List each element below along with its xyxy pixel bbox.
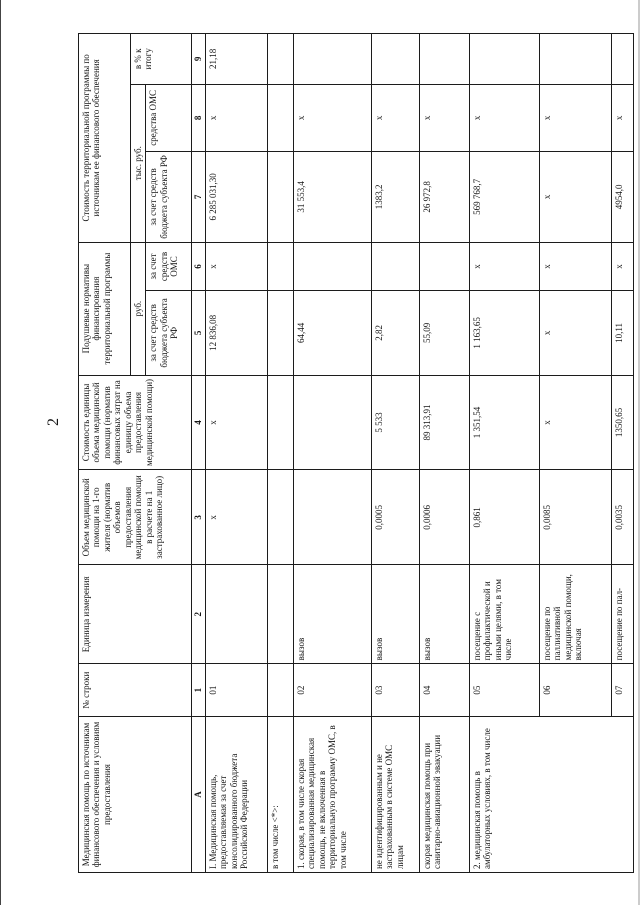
row-number: 06 <box>539 664 611 717</box>
row-unit-cost: 89 313,91 <box>419 375 469 470</box>
row-oms-cost <box>267 84 293 151</box>
page-number: 2 <box>45 418 62 426</box>
row-oms-per-capita <box>371 242 419 291</box>
row-unit-cost <box>267 375 293 470</box>
header-oms-per-capita: за счет средств ОМС <box>146 242 192 291</box>
header-oms-cost: средства ОМС <box>146 84 192 151</box>
row-label: I. Медицинская помощь, предоставляемая за счет консолидированного бюджета Российской Федерации <box>205 717 267 873</box>
row-label: в том числе <*>: <box>267 717 293 873</box>
row-number: 01 <box>205 664 267 717</box>
row-budget-per-capita <box>267 291 293 375</box>
index-cell: 8 <box>192 84 205 151</box>
table-row <box>267 34 293 873</box>
header-per-capita: Подушевые нормативы финансирования территориальной программы <box>79 242 131 375</box>
row-percent <box>267 34 293 85</box>
row-volume: 0,0006 <box>419 470 469 565</box>
row-percent <box>293 34 371 85</box>
row-percent <box>469 34 539 85</box>
header-source: Медицинская помощь по источникам финансового обеспечения и условиям предоставления <box>79 717 192 873</box>
row-budget-per-capita: 12 836,08 <box>205 291 267 375</box>
table-row <box>469 34 539 873</box>
row-budget-per-capita: 1 163,65 <box>469 291 539 375</box>
row-unit: вызов <box>419 565 469 664</box>
row-number: 07 <box>611 664 633 717</box>
header-budget-per-capita: за счет средств бюджета субъекта РФ <box>146 291 192 375</box>
row-volume: 0,0005 <box>371 470 419 565</box>
row-volume: х <box>205 470 267 565</box>
row-label: 2. медицинская помощь в амбулаторных условиях, в том числе <box>469 717 633 873</box>
header-unit-rub: руб. <box>131 242 146 375</box>
table-row <box>293 34 371 873</box>
row-unit <box>267 565 293 664</box>
row-budget-cost: 569 768,7 <box>469 152 539 243</box>
index-cell: 7 <box>192 152 205 243</box>
row-budget-cost: х <box>539 152 611 243</box>
row-oms-per-capita <box>419 242 469 291</box>
row-budget-cost: 6 285 031,30 <box>205 152 267 243</box>
row-unit <box>205 565 267 664</box>
header-program-cost: Стоимость территориальной программы по источникам ее финансового обеспечения <box>79 34 131 243</box>
row-oms-per-capita: х <box>611 242 633 291</box>
row-volume <box>267 470 293 565</box>
row-volume: 0,0035 <box>611 470 633 565</box>
row-budget-per-capita: 55,09 <box>419 291 469 375</box>
row-budget-per-capita: 2,82 <box>371 291 419 375</box>
row-oms-cost: х <box>371 84 419 151</box>
header-row-number: № строки <box>79 664 192 717</box>
header-volume: Объем медицинской помощи на 1-го жителя (норматив объемов предоставления медицинской помощи в расчете на 1 застрахованное лицо) <box>79 470 192 565</box>
row-oms-per-capita: х <box>469 242 539 291</box>
index-cell: 3 <box>192 470 205 565</box>
row-unit: посещение по пал- <box>611 565 633 664</box>
row-unit-cost: х <box>205 375 267 470</box>
index-cell: 2 <box>192 565 205 664</box>
header-budget-cost: за счет средств бюджета субъекта РФ <box>146 152 192 243</box>
row-number: 02 <box>293 664 371 717</box>
row-volume: 0,0085 <box>539 470 611 565</box>
row-percent <box>419 34 469 85</box>
row-number: 04 <box>419 664 469 717</box>
row-unit-cost <box>293 375 371 470</box>
row-label: скорая медицинская помощь при санитарно-авиационной эвакуации <box>419 717 469 873</box>
row-unit: вызов <box>293 565 371 664</box>
header-unit-thousand-rub: тыс. руб. <box>131 84 146 242</box>
column-index-row <box>192 34 205 873</box>
row-number: 05 <box>469 664 539 717</box>
row-oms-per-capita <box>267 242 293 291</box>
row-oms-cost: х <box>469 84 539 151</box>
row-percent <box>611 34 633 85</box>
row-budget-per-capita: 10,11 <box>611 291 633 375</box>
row-oms-cost: х <box>205 84 267 151</box>
row-unit-cost: 1350,65 <box>611 375 633 470</box>
row-unit: вызов <box>371 565 419 664</box>
row-number <box>267 664 293 717</box>
index-cell: 4 <box>192 375 205 470</box>
row-budget-cost: 31 553,4 <box>293 152 371 243</box>
table-row <box>205 34 267 873</box>
row-number: 03 <box>371 664 419 717</box>
row-unit-cost: х <box>539 375 611 470</box>
table-row <box>371 34 419 873</box>
index-cell: 1 <box>192 664 205 717</box>
row-volume <box>293 470 371 565</box>
row-label: не идентифицированным и не застрахованным в системе ОМС лицам <box>371 717 419 873</box>
header-percent: в % к итогу <box>131 34 192 85</box>
row-unit: посещение по паллиативной медицинской помощи, включая <box>539 565 611 664</box>
row-budget-per-capita: х <box>539 291 611 375</box>
program-cost-table <box>78 33 634 873</box>
row-budget-cost <box>267 152 293 243</box>
row-budget-cost: 4954,0 <box>611 152 633 243</box>
row-percent <box>371 34 419 85</box>
index-cell: 6 <box>192 242 205 291</box>
row-percent <box>539 34 611 85</box>
row-unit-cost: 5 533 <box>371 375 419 470</box>
index-cell: 9 <box>192 34 205 85</box>
header-unit-cost: Стоимость единицы объема медицинской помощи (норматив финансовых затрат на единицу объема предоставления медицинской помощи) <box>79 375 192 470</box>
row-oms-cost: х <box>539 84 611 151</box>
index-cell: 5 <box>192 291 205 375</box>
row-budget-cost: 1383,2 <box>371 152 419 243</box>
row-oms-per-capita: х <box>539 242 611 291</box>
index-cell: А <box>192 717 205 873</box>
row-unit-cost: 1 351,54 <box>469 375 539 470</box>
row-oms-cost: х <box>293 84 371 151</box>
table-row <box>419 34 469 873</box>
row-volume: 0,861 <box>469 470 539 565</box>
row-budget-per-capita: 64,44 <box>293 291 371 375</box>
row-oms-per-capita <box>293 242 371 291</box>
row-oms-cost: х <box>419 84 469 151</box>
rotated-table-wrapper <box>78 33 624 873</box>
row-budget-cost: 26 972,8 <box>419 152 469 243</box>
row-label: 1. скорая, в том числе скорая специализированная медицинская помощь, не включенная в территориальную программу ОМС, в том числе <box>293 717 371 873</box>
header-unit: Единица измерения <box>79 565 192 664</box>
row-percent: 21,18 <box>205 34 267 85</box>
row-oms-cost: х <box>611 84 633 151</box>
row-oms-per-capita: х <box>205 242 267 291</box>
row-unit: посещение с профилактической и иными целями, в том числе <box>469 565 539 664</box>
